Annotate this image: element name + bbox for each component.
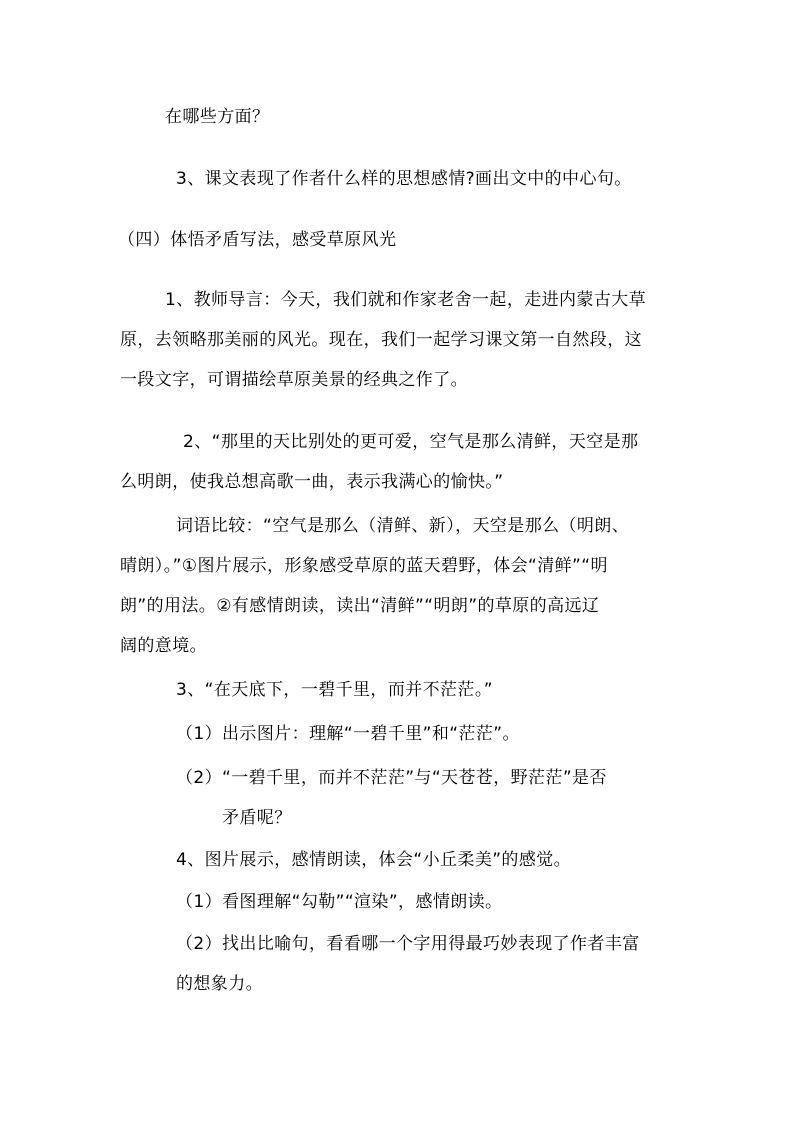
text-line: 的想象力。 xyxy=(176,974,263,994)
text-line: 朗”的用法。②有感情朗读，读出“清鲜”“明朗”的草原的高远辽 xyxy=(120,596,600,616)
section-heading: （四）体悟矛盾写法，感受草原风光 xyxy=(118,230,397,250)
text-line: 3、课文表现了作者什么样的思想感情?画出文中的中心句。 xyxy=(176,169,632,189)
text-line: 在哪些方面？ xyxy=(165,107,270,127)
text-line: 矛盾呢？ xyxy=(222,808,292,828)
text-line: 原，去领略那美丽的风光。现在，我们一起学习课文第一自然段，这 xyxy=(120,330,642,350)
text-line: 阔的意境。 xyxy=(120,636,207,656)
text-line: 么明朗，使我总想高歌一曲，表示我满心的愉快。” xyxy=(120,472,504,492)
text-line: （2）“一碧千里，而并不茫茫”与“天苍苍，野茫茫”是否 xyxy=(176,768,607,788)
text-line: （1）出示图片：理解“一碧千里”和“茫茫”。 xyxy=(176,724,520,744)
text-line: 一段文字，可谓描绘草原美景的经典之作了。 xyxy=(120,370,468,390)
text-line: （2）找出比喻句，看看哪一个字用得最巧妙表现了作者丰富 xyxy=(176,934,640,954)
text-line: （1）看图理解“勾勒”“渲染”，感情朗读。 xyxy=(176,892,503,912)
text-line: 2、“那里的天比别处的更可爱，空气是那么清鲜，天空是那 xyxy=(183,432,639,452)
text-line: 晴朗）。”①图片展示，形象感受草原的蓝天碧野，体会“清鲜”“明 xyxy=(120,556,608,576)
text-line: 4、图片展示，感情朗读，体会“小丘柔美”的感觉。 xyxy=(176,850,572,870)
text-line: 1、教师导言：今天，我们就和作家老舍一起，走进内蒙古大草 xyxy=(165,290,647,310)
text-line: 词语比较：“空气是那么（清鲜、新），天空是那么（明朗、 xyxy=(176,516,630,536)
text-line: 3、“在天底下，一碧千里，而并不茫茫。” xyxy=(176,680,493,700)
